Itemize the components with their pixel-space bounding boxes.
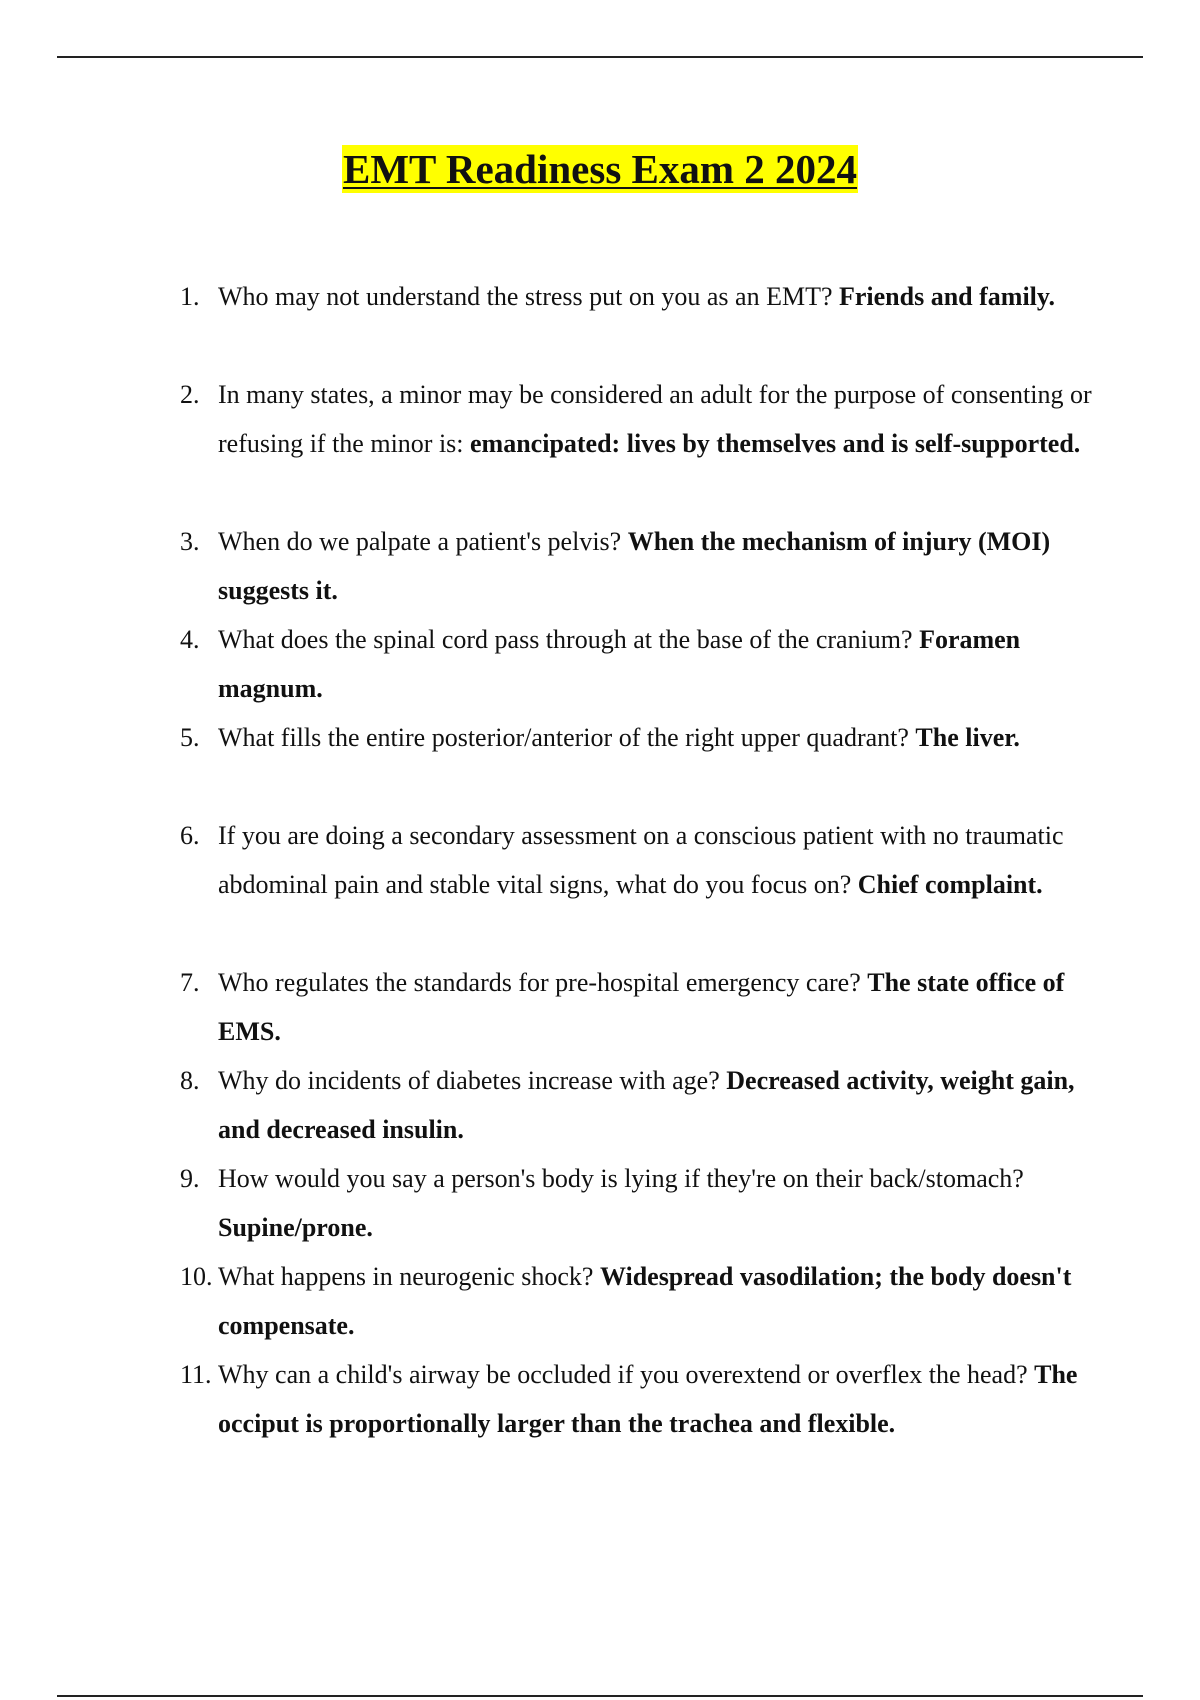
question-text: In many states, a minor may be considered an adult for the purpose of consenting or refusing if the minor is: (218, 380, 1092, 458)
question-item-6 (180, 811, 1100, 958)
answer-text: The state office of EMS. (218, 968, 1065, 1046)
answer-text: When the mechanism of injury (MOI) suggests it. (218, 527, 1051, 605)
question-item-11 (180, 1350, 1100, 1448)
question-number: 2. (180, 380, 200, 409)
answer-text: Widespread vasodilation; the body doesn't compensate. (218, 1262, 1072, 1340)
question-number: 6. (180, 821, 200, 850)
question-text: If you are doing a secondary assessment on a conscious patient with no traumatic abdominal pain and stable vital signs, what do you focus on? (218, 821, 1064, 899)
question-item-2 (180, 370, 1100, 517)
question-item-8 (180, 1056, 1100, 1154)
answer-text: The liver. (915, 723, 1020, 752)
question-item-5 (180, 713, 1100, 811)
answer-text: Friends and family. (839, 282, 1055, 311)
answer-text: The occiput is proportionally larger than the trachea and flexible. (218, 1360, 1078, 1438)
question-number: 4. (180, 625, 200, 654)
answer-text: Supine/prone. (218, 1213, 373, 1242)
question-item-1 (180, 272, 1100, 370)
answer-text: emancipated: lives by themselves and is self-supported. (470, 429, 1081, 458)
bottom-rule (57, 1695, 1143, 1697)
question-text: Who regulates the standards for pre-hospital emergency care? (218, 968, 868, 997)
question-item-3 (180, 517, 1100, 615)
title-container (0, 145, 1200, 193)
question-text: What happens in neurogenic shock? (218, 1262, 600, 1291)
question-number: 3. (180, 527, 200, 556)
answer-text: Decreased activity, weight gain, and decreased insulin. (218, 1066, 1075, 1144)
question-text: When do we palpate a patient's pelvis? (218, 527, 628, 556)
question-number: 5. (180, 723, 200, 752)
question-text: Why can a child's airway be occluded if you overextend or overflex the head? (218, 1360, 1035, 1389)
question-text: Who may not understand the stress put on you as an EMT? (218, 282, 839, 311)
answer-text: Foramen magnum. (218, 625, 1021, 703)
question-list (180, 272, 1100, 1448)
question-text: Why do incidents of diabetes increase with age? (218, 1066, 727, 1095)
question-number: 11. (180, 1360, 212, 1389)
question-text: What does the spinal cord pass through at the base of the cranium? (218, 625, 920, 654)
question-number: 1. (180, 282, 200, 311)
question-text: How would you say a person's body is lying if they're on their back/stomach? (218, 1164, 1024, 1193)
question-number: 8. (180, 1066, 200, 1095)
question-number: 7. (180, 968, 200, 997)
question-item-4 (180, 615, 1100, 713)
top-rule (57, 56, 1143, 58)
question-item-9 (180, 1154, 1100, 1252)
question-text: What fills the entire posterior/anterior of the right upper quadrant? (218, 723, 916, 752)
question-item-10 (180, 1252, 1100, 1350)
question-number: 9. (180, 1164, 200, 1193)
document-title: EMT Readiness Exam 2 2024 (342, 146, 858, 192)
question-item-7 (180, 958, 1100, 1056)
question-number: 10. (180, 1262, 213, 1291)
answer-text: Chief complaint. (857, 870, 1043, 899)
